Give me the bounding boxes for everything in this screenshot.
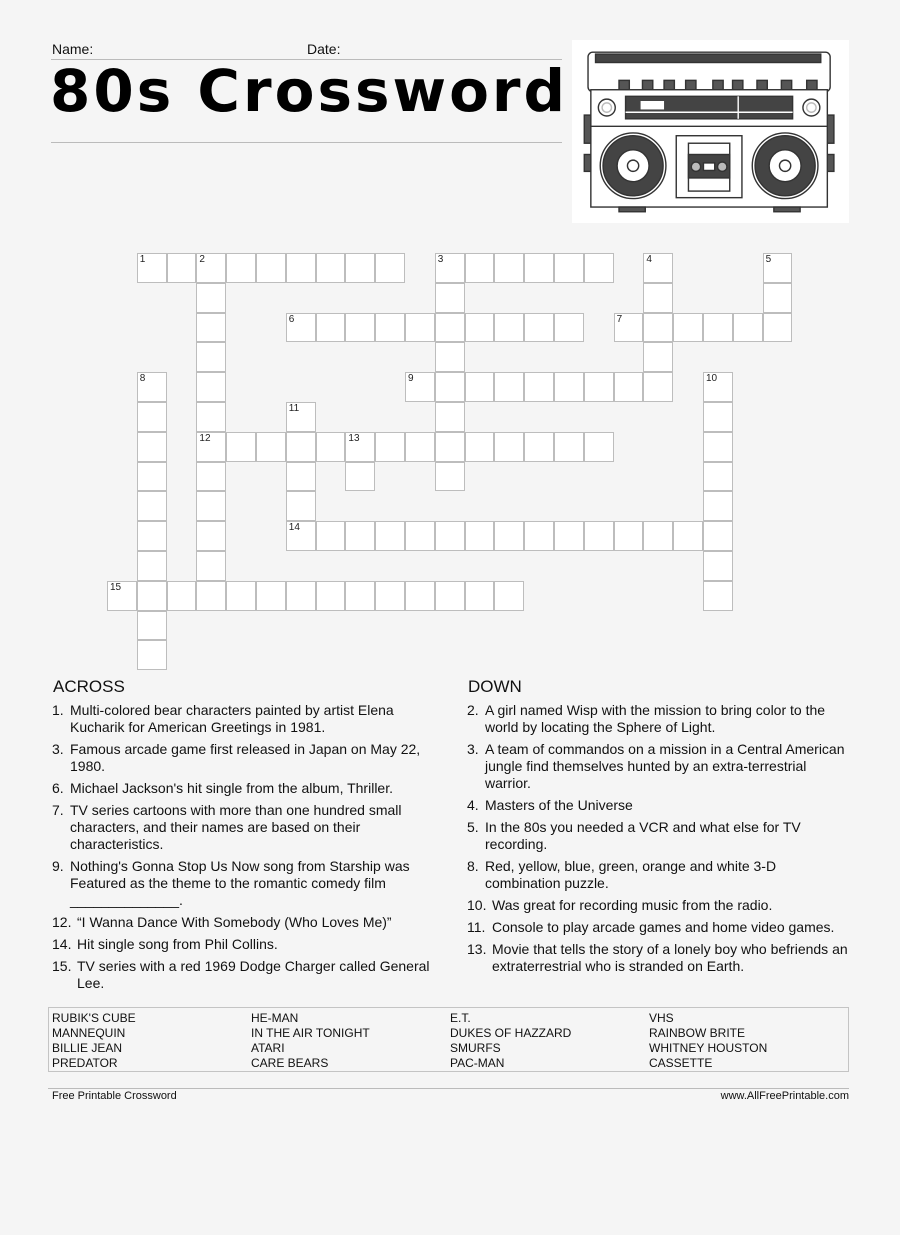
grid-cell[interactable] — [286, 521, 316, 551]
grid-cell[interactable] — [256, 253, 286, 283]
clue-number: 10 — [706, 373, 718, 385]
clue-number: 6 — [288, 313, 295, 325]
grid-cell[interactable] — [643, 521, 673, 551]
grid-cell[interactable] — [137, 462, 167, 492]
grid-cell[interactable] — [196, 551, 226, 581]
grid-cell[interactable] — [196, 432, 226, 462]
grid-cell[interactable] — [405, 432, 435, 462]
clue-text: TV series with a red 1969 Dodge Charger called General Lee. — [77, 958, 430, 991]
footer-left-text: Free Printable Crossword — [52, 1090, 177, 1102]
grid-cell[interactable] — [375, 253, 405, 283]
clue-number: 10. — [467, 897, 487, 913]
grid-cell[interactable] — [524, 432, 554, 462]
clue-text: TV series cartoons with more than one hundred small characters, and their names are based on their characteristics. — [70, 802, 402, 852]
clue-text: “I Wanna Dance With Somebody (Who Loves Me)” — [77, 914, 392, 930]
clue-number: 4 — [646, 254, 652, 265]
grid-cell[interactable] — [524, 253, 554, 283]
clue-number: 15. — [52, 958, 72, 974]
clue-number: 9. — [52, 858, 64, 874]
clue-number: 3. — [52, 741, 64, 757]
grid-cell[interactable] — [405, 313, 435, 343]
clue-text: Movie that tells the story of a lonely boy who befriends an extraterrestrial who is stranded on Earth. — [492, 941, 848, 974]
across-heading: ACROSS — [53, 677, 125, 696]
clue-item — [467, 702, 852, 736]
grid-cell[interactable] — [375, 581, 405, 611]
clue-item — [467, 819, 852, 853]
grid-cell[interactable] — [375, 313, 405, 343]
word-bank-item: SMURFS — [450, 1041, 501, 1055]
word-bank-item: E.T. — [450, 1011, 471, 1025]
grid-cell[interactable] — [435, 402, 465, 432]
word-bank-item: WHITNEY HOUSTON — [649, 1041, 768, 1055]
grid-cell[interactable] — [196, 402, 226, 432]
grid-cell[interactable] — [196, 581, 226, 611]
grid-cell[interactable] — [703, 581, 733, 611]
grid-cell[interactable] — [286, 313, 316, 343]
word-bank-item: PAC-MAN — [450, 1056, 505, 1070]
grid-cell[interactable] — [345, 521, 375, 551]
clue-item — [467, 741, 852, 792]
grid-cell[interactable] — [465, 521, 495, 551]
clue-number: 13. — [467, 941, 487, 957]
grid-cell[interactable] — [494, 313, 524, 343]
clue-item — [52, 780, 434, 797]
grid-cell[interactable] — [703, 551, 733, 581]
clue-text: Michael Jackson's hit single from the album, Thriller. — [70, 780, 393, 796]
grid-cell[interactable] — [435, 283, 465, 313]
grid-cell[interactable] — [703, 372, 733, 402]
word-bank-item: RAINBOW BRITE — [649, 1026, 746, 1040]
grid-cell[interactable] — [316, 521, 346, 551]
clue-number: 14. — [52, 936, 72, 952]
clue-item — [467, 919, 852, 936]
grid-cell[interactable] — [196, 253, 226, 283]
title-divider — [51, 142, 562, 143]
boombox-icon — [572, 40, 849, 223]
word-bank-item: CARE BEARS — [251, 1056, 329, 1070]
clue-text: Was great for recording music from the radio. — [492, 897, 773, 913]
grid-cell[interactable] — [584, 253, 614, 283]
grid-cell[interactable] — [375, 521, 405, 551]
grid-cell[interactable] — [137, 551, 167, 581]
clue-number: 2 — [199, 254, 205, 265]
grid-cell[interactable] — [375, 432, 405, 462]
grid-cell[interactable] — [465, 253, 495, 283]
grid-cell[interactable] — [643, 253, 673, 283]
clue-number: 3. — [467, 741, 479, 757]
grid-cell[interactable] — [226, 581, 256, 611]
grid-cell[interactable] — [643, 313, 673, 343]
grid-cell[interactable] — [196, 521, 226, 551]
grid-cell[interactable] — [196, 342, 226, 372]
clue-number: 5 — [765, 254, 772, 265]
grid-cell[interactable] — [137, 611, 167, 641]
grid-cell[interactable] — [614, 372, 644, 402]
footer-site-link[interactable]: www.AllFreePrintable.com — [720, 1090, 849, 1102]
grid-cell[interactable] — [763, 283, 793, 313]
grid-cell[interactable] — [107, 581, 137, 611]
grid-cell[interactable] — [614, 521, 644, 551]
clue-text: Famous arcade game first released in Japan on May 22, 1980. — [70, 741, 421, 774]
grid-cell[interactable] — [286, 402, 316, 432]
clue-text: Hit single song from Phil Collins. — [77, 936, 278, 952]
clue-number: 1 — [139, 254, 146, 265]
grid-cell[interactable] — [435, 462, 465, 492]
down-heading: DOWN — [468, 677, 522, 696]
clue-number: 9 — [408, 373, 414, 385]
word-bank-item: DUKES OF HAZZARD — [450, 1026, 572, 1040]
footer-divider — [48, 1088, 849, 1089]
grid-cell[interactable] — [584, 521, 614, 551]
clue-item — [52, 936, 434, 953]
clue-text: Red, yellow, blue, green, orange and white 3-D combination puzzle. — [485, 858, 777, 891]
grid-cell[interactable] — [554, 372, 584, 402]
word-bank-item: VHS — [649, 1011, 674, 1025]
clue-item — [52, 741, 434, 775]
word-bank-column — [450, 1011, 571, 1071]
grid-cell[interactable] — [286, 462, 316, 492]
grid-cell[interactable] — [435, 253, 465, 283]
grid-cell[interactable] — [465, 432, 495, 462]
grid-cell[interactable] — [494, 372, 524, 402]
clue-item — [467, 941, 852, 975]
across-clue-list — [52, 702, 434, 997]
clue-text: Multi-colored bear characters painted by artist Elena Kucharik for American Greetings in 1981. — [70, 702, 394, 735]
grid-cell[interactable] — [286, 581, 316, 611]
grid-cell[interactable] — [316, 432, 346, 462]
grid-cell[interactable] — [345, 462, 375, 492]
page-title: 80s Crossword — [50, 57, 569, 125]
clue-number: 11. — [467, 919, 486, 935]
grid-cell[interactable] — [584, 372, 614, 402]
word-bank-column — [251, 1011, 370, 1071]
grid-cell[interactable] — [494, 253, 524, 283]
grid-cell[interactable] — [345, 432, 375, 462]
grid-cell[interactable] — [435, 521, 465, 551]
grid-cell[interactable] — [345, 253, 375, 283]
date-label: Date: — [307, 41, 341, 57]
grid-cell[interactable] — [524, 313, 554, 343]
grid-cell[interactable] — [196, 462, 226, 492]
clue-item — [52, 914, 434, 931]
grid-cell[interactable] — [643, 372, 673, 402]
grid-cell[interactable] — [137, 640, 167, 670]
grid-cell[interactable] — [167, 581, 197, 611]
clue-item — [467, 797, 852, 814]
clue-number: 5. — [467, 819, 479, 835]
clue-text: In the 80s you needed a VCR and what else for TV recording. — [485, 819, 801, 852]
grid-cell[interactable] — [494, 432, 524, 462]
name-label: Name: — [52, 41, 94, 57]
word-bank-item: HE-MAN — [251, 1011, 299, 1025]
grid-cell[interactable] — [643, 342, 673, 372]
down-clue-list — [467, 702, 852, 980]
grid-cell[interactable] — [137, 372, 167, 402]
word-bank — [48, 1007, 849, 1072]
grid-cell[interactable] — [703, 462, 733, 492]
grid-cell[interactable] — [703, 432, 733, 462]
word-bank-item: RUBIK'S CUBE — [52, 1011, 136, 1025]
grid-cell[interactable] — [316, 581, 346, 611]
grid-cell[interactable] — [763, 313, 793, 343]
grid-cell[interactable] — [196, 313, 226, 343]
clue-number: 15 — [110, 581, 122, 593]
grid-cell[interactable] — [435, 432, 465, 462]
word-bank-item: PREDATOR — [52, 1056, 118, 1070]
clue-text: Console to play arcade games and home video games. — [492, 919, 835, 935]
grid-cell[interactable] — [673, 521, 703, 551]
clue-item — [52, 802, 434, 853]
clue-number: 1. — [52, 702, 64, 718]
clue-number: 6. — [52, 780, 64, 796]
grid-cell[interactable] — [196, 283, 226, 313]
clue-number: 3 — [437, 254, 444, 265]
grid-cell[interactable] — [435, 581, 465, 611]
grid-cell[interactable] — [137, 521, 167, 551]
grid-cell[interactable] — [137, 581, 167, 611]
grid-cell[interactable] — [137, 402, 167, 432]
grid-cell[interactable] — [554, 432, 584, 462]
grid-cell[interactable] — [286, 432, 316, 462]
grid-cell[interactable] — [763, 253, 793, 283]
grid-cell[interactable] — [554, 253, 584, 283]
grid-cell[interactable] — [256, 581, 286, 611]
grid-cell[interactable] — [405, 521, 435, 551]
clue-item — [467, 897, 852, 914]
grid-cell[interactable] — [286, 253, 316, 283]
grid-cell[interactable] — [435, 313, 465, 343]
clue-item — [52, 702, 434, 736]
grid-cell[interactable] — [703, 521, 733, 551]
grid-cell[interactable] — [703, 402, 733, 432]
grid-cell[interactable] — [226, 432, 256, 462]
word-bank-item: IN THE AIR TONIGHT — [251, 1026, 370, 1040]
grid-cell[interactable] — [673, 313, 703, 343]
grid-cell[interactable] — [703, 313, 733, 343]
word-bank-column — [649, 1011, 767, 1071]
clue-number: 11 — [288, 403, 300, 414]
grid-cell[interactable] — [733, 313, 763, 343]
grid-cell[interactable] — [286, 491, 316, 521]
clue-number: 7 — [616, 313, 623, 325]
word-bank-column — [52, 1011, 136, 1071]
word-bank-item: BILLIE JEAN — [52, 1041, 123, 1055]
grid-cell[interactable] — [226, 253, 256, 283]
grid-cell[interactable] — [196, 372, 226, 402]
grid-cell[interactable] — [465, 581, 495, 611]
grid-cell[interactable] — [524, 521, 554, 551]
grid-cell[interactable] — [137, 491, 167, 521]
grid-cell[interactable] — [345, 313, 375, 343]
grid-cell[interactable] — [405, 372, 435, 402]
word-bank-item: ATARI — [251, 1041, 285, 1055]
grid-cell[interactable] — [703, 491, 733, 521]
clue-number: 12. — [52, 914, 72, 930]
grid-cell[interactable] — [554, 313, 584, 343]
grid-cell[interactable] — [316, 253, 346, 283]
clue-number: 4. — [467, 797, 479, 813]
grid-cell[interactable] — [614, 313, 644, 343]
grid-cell[interactable] — [435, 342, 465, 372]
grid-cell[interactable] — [584, 432, 614, 462]
clue-number: 12 — [199, 432, 211, 444]
clue-text: A team of commandos on a mission in a Central American jungle find themselves hunted by an extra-terrestrial warrior. — [485, 741, 845, 791]
grid-cell[interactable] — [494, 521, 524, 551]
clue-number: 13 — [348, 432, 360, 444]
clue-text: Nothing's Gonna Stop Us Now song from Starship was Featured as the theme to the romantic comedy film ______________. — [70, 858, 410, 908]
clue-number: 14 — [288, 522, 300, 534]
grid-cell[interactable] — [316, 313, 346, 343]
clue-number: 7. — [52, 802, 64, 818]
grid-cell[interactable] — [137, 432, 167, 462]
grid-cell[interactable] — [465, 313, 495, 343]
grid-cell[interactable] — [196, 491, 226, 521]
grid-cell[interactable] — [643, 283, 673, 313]
clue-item — [467, 858, 852, 892]
clue-number: 2. — [467, 702, 479, 718]
clue-number: 8 — [139, 373, 146, 385]
grid-cell[interactable] — [256, 432, 286, 462]
clue-item — [52, 858, 434, 909]
word-bank-item: CASSETTE — [649, 1056, 713, 1070]
grid-cell[interactable] — [137, 253, 167, 283]
grid-cell[interactable] — [435, 372, 465, 402]
grid-cell[interactable] — [554, 521, 584, 551]
grid-cell[interactable] — [345, 581, 375, 611]
grid-cell[interactable] — [405, 581, 435, 611]
grid-cell[interactable] — [494, 581, 524, 611]
grid-cell[interactable] — [524, 372, 554, 402]
grid-cell[interactable] — [465, 372, 495, 402]
clue-number: 8. — [467, 858, 479, 874]
grid-cell[interactable] — [167, 253, 197, 283]
word-bank-item: MANNEQUIN — [52, 1026, 126, 1040]
clue-item — [52, 958, 434, 992]
clue-text: Masters of the Universe — [485, 797, 633, 813]
clue-text: A girl named Wisp with the mission to bring color to the world by locating the Sphere of Light. — [485, 702, 826, 735]
